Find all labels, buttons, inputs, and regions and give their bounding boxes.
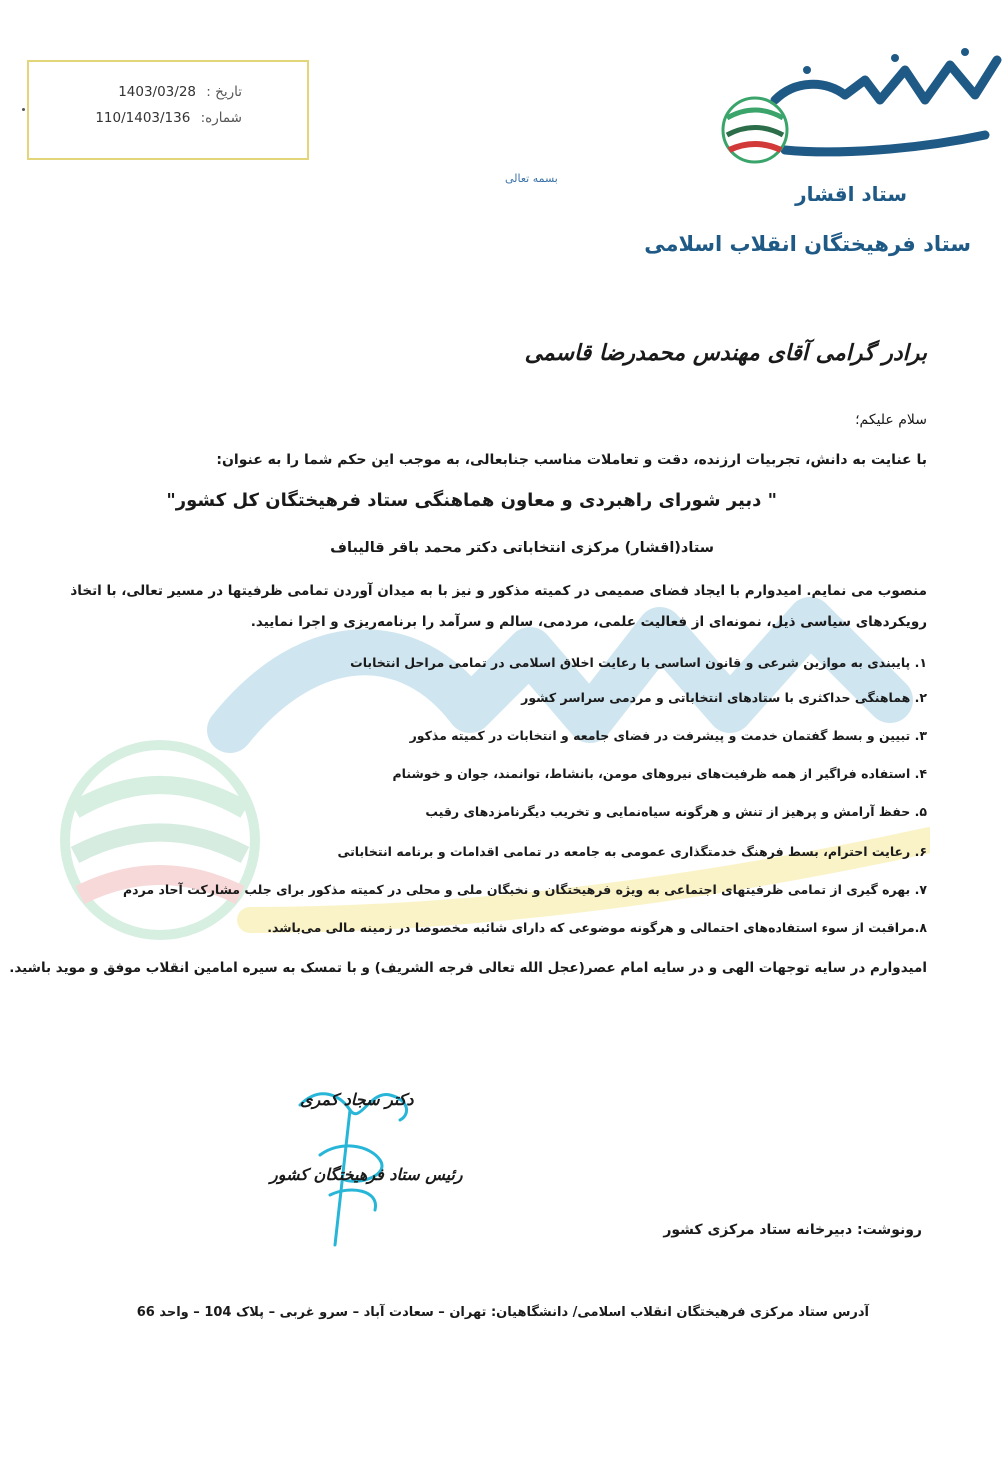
item-4: ۴. استفاده فراگیر از همه ظرفیت‌های نیروهای مومن، بانشاط، توانمند، جوان و خوشنام — [392, 766, 927, 781]
closing-line: امیدوارم در سایه توجهات الهی و در سایه امام عصر(عجل الله تعالی فرجه الشریف) و با تمسک به سیره امامین انقلاب موفق و موید باشید. — [9, 960, 927, 976]
scan-dot — [22, 108, 25, 111]
body-line-2: رویکردهای سیاسی ذیل، نمونه‌ای از فعالیت علمی، مردمی، سالم و سرآمد را برنامه‌ریزی و اجرا نمایید. — [250, 614, 927, 630]
organization-line-1: ستاد اقشار — [795, 182, 907, 206]
body-line-1: منصوب می نمایم. امیدوارم با ایجاد فضای صمیمی در کمیته مذکور و نیز با به میدان آوردن تمامی ظرفیتها در مسیر تعالی، با اتخاذ — [70, 583, 927, 599]
item-3: ۳. تبیین و بسط گفتمان خدمت و پیشرفت در فضای جامعه و انتخابات در کمیته مذکور — [409, 728, 927, 743]
date-value: 1403/03/28 — [118, 84, 196, 100]
number-value: 110/1403/136 — [95, 110, 191, 126]
organization-line-2: ستاد فرهیختگان انقلاب اسلامی — [644, 232, 971, 256]
date-number-box — [27, 60, 309, 160]
recipient-heading: برادر گرامی آقای مهندس محمدرضا قاسمی — [524, 340, 927, 366]
item-8: ۸.مراقبت از سوء استفاده‌های احتمالی و هرگونه موضوعی که دارای شائبه مخصوصا در زمینه مالی می‌باشد. — [267, 920, 927, 935]
appointment-subtitle: ستاد(اقشار) مرکزی انتخاباتی دکتر محمد باقر قالیباف — [330, 540, 714, 556]
appointment-title: " دبیر شورای راهبردی و معاون هماهنگی ستاد فرهیختگان کل کشور" — [166, 490, 777, 511]
signatory-name: دکتر سجاد کمری — [300, 1090, 414, 1109]
item-7: ۷. بهره گیری از تمامی ظرفیتهای اجتماعی به ویژه فرهیختگان و نخبگان ملی و محلی در کمیته مذکور برای جلب مشارکت آحاد مردم — [123, 882, 927, 897]
date-row — [118, 84, 242, 100]
bismillah: بسمه تعالی — [505, 172, 558, 185]
address-line: آدرس ستاد مرکزی فرهیختگان انقلاب اسلامی/ دانشگاهیان: تهران – سعادت آباد – سرو غربی – پلاک 104 – واحد 66 — [136, 1305, 869, 1320]
date-label: تاریخ : — [206, 84, 242, 100]
campaign-logo — [715, 40, 1005, 190]
item-1: ۱. پایبندی به موازین شرعی و قانون اساسی با رعایت اخلاق اسلامی در تمامی مراحل انتخابات — [350, 655, 927, 670]
item-2: ۲. هماهنگی حداکثری با ستادهای انتخاباتی و مردمی سراسر کشور — [521, 690, 927, 705]
item-6: ۶. رعایت احترام، بسط فرهنگ خدمتگذاری عمومی به جامعه در تمامی اقدامات و برنامه انتخاباتی — [337, 844, 927, 859]
number-label: شماره: — [200, 110, 242, 126]
item-5: ۵. حفظ آرامش و پرهیز از تنش و هرگونه سیاه‌نمایی و تخریب دیگرنامزدهای رقیب — [425, 804, 927, 819]
cc-line: رونوشت: دبیرخانه ستاد مرکزی کشور — [663, 1222, 922, 1238]
intro-line: با عنایت به دانش، تجربیات ارزنده، دقت و تعاملات مناسب جنابعالی، به موجب این حکم شما را به عنوان: — [216, 452, 927, 468]
signatory-title: رئیس ستاد فرهیختگان کشور — [270, 1165, 463, 1184]
number-row — [95, 110, 242, 126]
salutation: سلام علیکم؛ — [855, 412, 927, 428]
